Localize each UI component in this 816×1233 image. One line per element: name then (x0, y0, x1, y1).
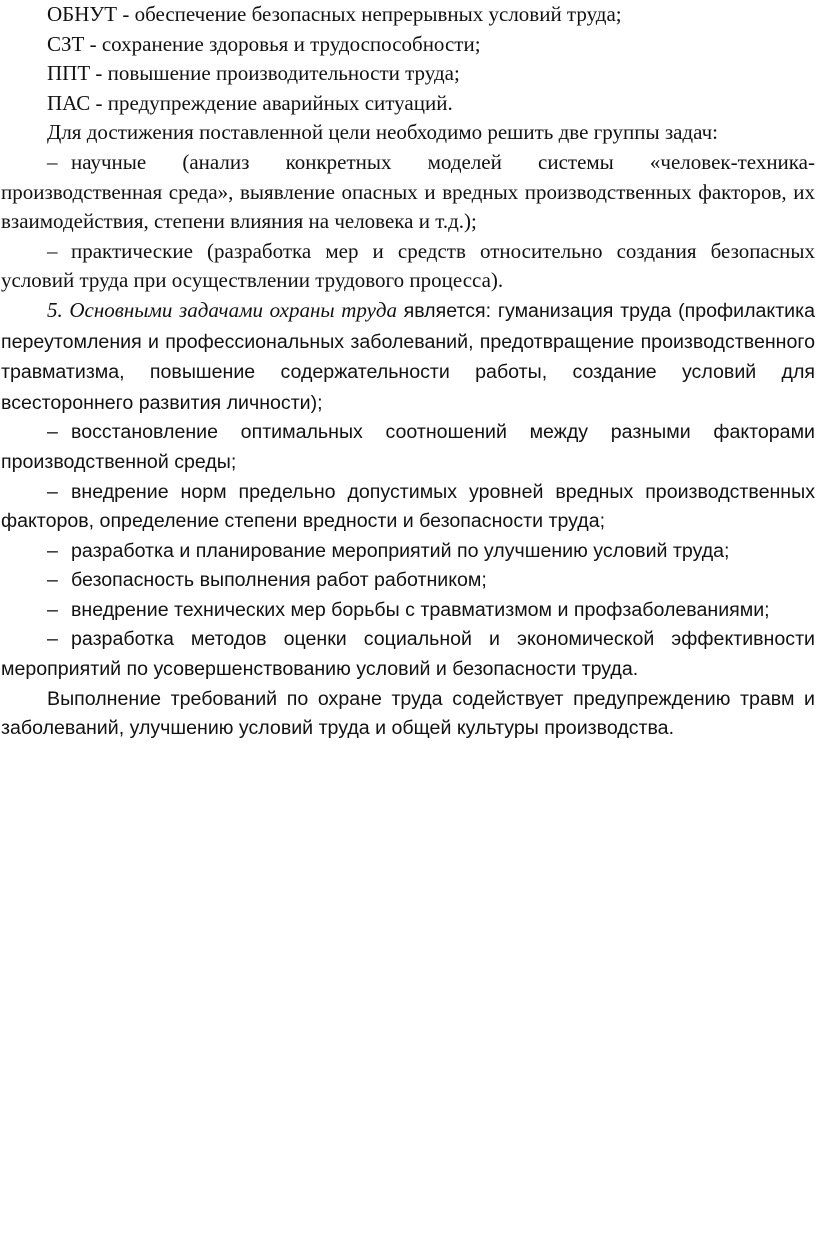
dash-marker: – (47, 421, 58, 444)
abbreviation-szt: СЗТ - сохранение здоровья и трудоспособности; (47, 31, 481, 56)
main-tasks-number: 5. (47, 297, 63, 322)
main-tasks-heading: Основными задачами охраны труда (69, 297, 397, 322)
dash-marker: – (47, 539, 58, 562)
main-task-item (1, 596, 815, 626)
abbreviation-obnut: ОБНУТ - обеспечение безопасных непрерывных условий труда; (47, 2, 622, 26)
main-task-text: разработка методов оценки социальной и экономической эффективности мероприятий по усовершенствованию условий и безопасности труда. (1, 628, 815, 681)
dash-marker: – (47, 238, 58, 263)
abbreviation-pas: ПАС - предупреждение аварийных ситуаций. (47, 90, 453, 115)
conclusion-paragraph: Выполнение требований по охране труда содействует предупреждению травм и заболеваний, улучшению условий труда и общей культуры производства. (1, 687, 815, 740)
main-task-text: безопасность выполнения работ работником; (71, 569, 487, 592)
dash-marker: – (47, 569, 58, 592)
main-task-item (1, 537, 815, 567)
main-tasks-intro (1, 296, 815, 418)
main-task-text: восстановление оптимальных соотношений между разными факторами производственной среды; (1, 421, 815, 473)
abbreviation-ppt: ППТ - повышение производительности труда; (47, 61, 460, 86)
dash-marker: – (47, 628, 58, 651)
main-tasks-intro-text: является: гуманизация труда (профилактика переутомления и профессиональных заболеваний, предотвращение производственного травматизма, повышение содержательности работы, создание условий для всестороннего развития личности); (1, 299, 816, 414)
dash-marker: – (47, 149, 58, 174)
main-task-item (1, 418, 815, 477)
main-task-text: разработка и планирование мероприятий по улучшению условий труда; (71, 539, 730, 562)
dash-marker: – (47, 598, 58, 621)
main-task-text: внедрение норм предельно допустимых уровней вредных производственных факторов, определение степени вредности и безопасности труда; (1, 480, 815, 533)
task-group-text: практические (разработка мер и средств относительно создания безопасных условий труда при осуществлении трудового процесса). (1, 238, 815, 293)
main-task-item (1, 478, 815, 537)
main-task-text: внедрение технических мер борьбы с травматизмом и профзаболеваниями; (71, 598, 770, 621)
main-task-item (1, 625, 815, 684)
goal-intro: Для достижения поставленной цели необходимо решить две группы задач: (47, 120, 718, 145)
dash-marker: – (47, 480, 58, 503)
task-group-text: научные (анализ конкретных моделей системы «человек-техника-производственная среда», выявление опасных и вредных производственных факторов, их взаимодействия, степени влияния на человека и т.д.); (1, 149, 815, 234)
main-task-item (1, 566, 815, 596)
task-group-practical (1, 237, 815, 296)
task-group-scientific (1, 148, 815, 237)
